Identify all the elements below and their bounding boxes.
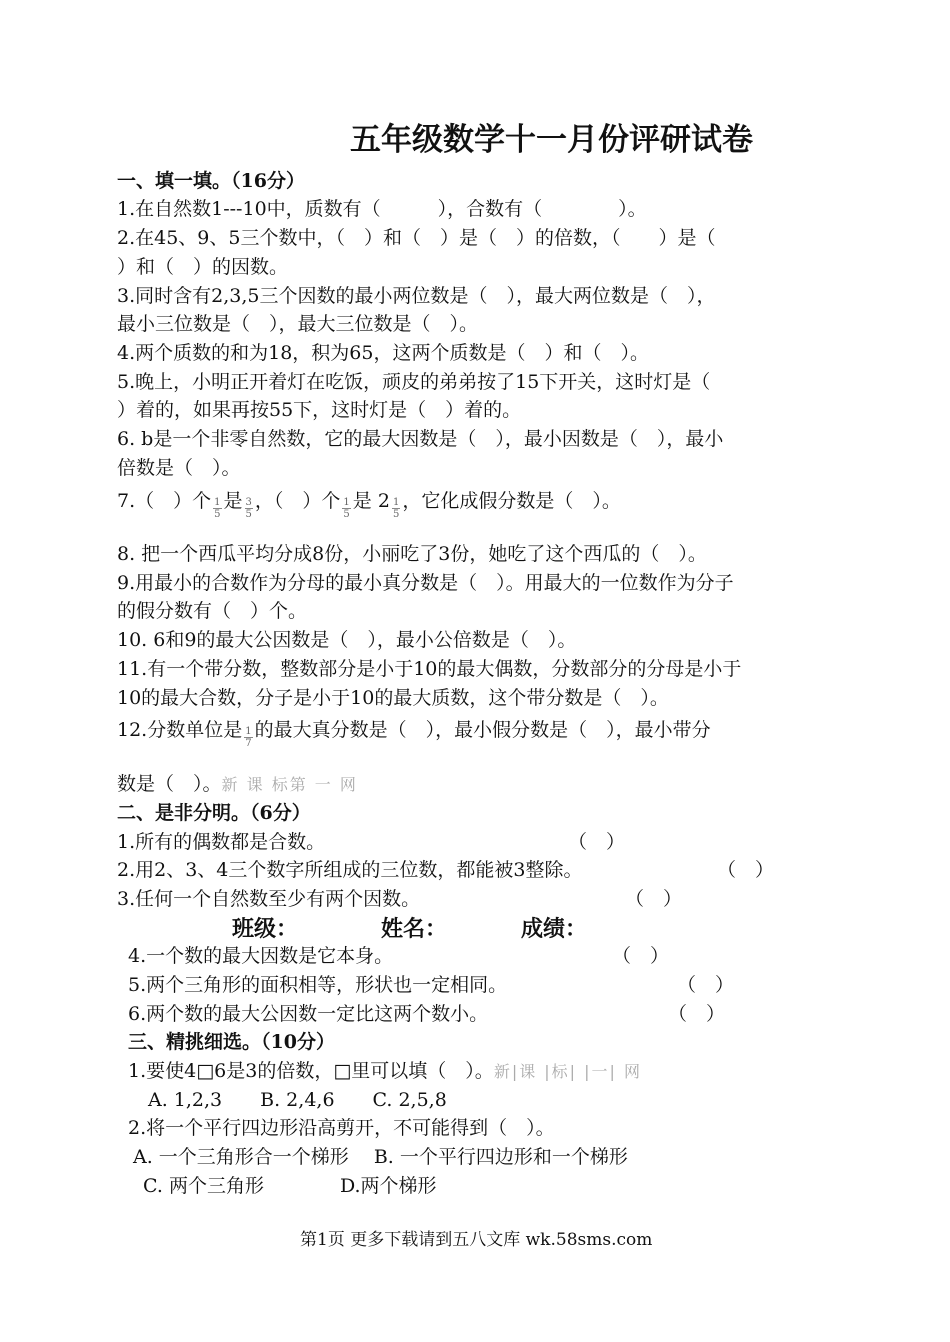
name-label: 姓名： [381, 916, 448, 942]
question-12-line-2: 数是（ ）。新 课 标第 一 网 [117, 773, 358, 795]
tf-item: 4.一个数的最大因数是它本身。 [128, 945, 394, 967]
tf-answer-blank: （ ） [668, 1003, 726, 1025]
score-label: 成绩： [521, 916, 588, 942]
tf-answer-blank: （ ） [625, 888, 683, 910]
tf-answer-blank: （ ） [717, 859, 775, 881]
tf-item: 6.两个数的最大公因数一定比这两个数小。 [128, 1003, 489, 1025]
section-heading-multiple-choice: 三、精挑细选。（10分） [128, 1031, 335, 1053]
question-10: 10. 6和9的最大公因数是（ ），最小公倍数是（ ）。 [117, 629, 577, 651]
fraction-1-5-b: $\frac{1}{5}$ [343, 496, 350, 520]
page-title: 五年级数学十一月份评研试卷 [350, 122, 753, 158]
question-5-line-1: 5.晚上，小明正开着灯在吃饭，顽皮的弟弟按了15下开关，这时灯是（ [117, 371, 711, 393]
question-6-line-2: 倍数是（ ）。 [117, 457, 241, 479]
fraction-3-5: $\frac{3}{5}$ [245, 496, 252, 520]
question-6-line-1: 6. b是一个非零自然数，它的最大因数是（ ），最小因数是（ ），最小 [117, 428, 724, 450]
fraction-1-5: $\frac{1}{5}$ [214, 496, 221, 520]
fraction-1-7: $\frac{1}{7}$ [245, 725, 252, 749]
question-9-line-1: 9.用最小的合数作为分母的最小真分数是（ ）。用最大的一位数作为分子 [117, 572, 734, 594]
page-footer: 第1页 更多下载请到五八文库 wk.58sms.com [300, 1230, 653, 1250]
choice-question-1-options: A. 1,2,3 B. 2,4,6 C. 2,5,8 [148, 1089, 447, 1111]
tf-answer-blank: （ ） [612, 945, 670, 967]
question-5-line-2: ）着的，如果再按55下，这时灯是（ ）着的。 [117, 399, 522, 421]
choice-question-2: 2.将一个平行四边形沿高剪开，不可能得到（ ）。 [128, 1117, 555, 1139]
tf-item: 3.任何一个自然数至少有两个因数。 [117, 888, 421, 910]
question-12: 12.分数单位是 $\frac{1}{7}$ 的最大真分数是（ ），最小假分数是（ ），最小带分 [117, 719, 711, 749]
tf-item: 1.所有的偶数都是合数。 [117, 831, 326, 853]
question-2-line-1: 2.在45、9、5三个数中，（ ）和（ ）是（ ）的倍数，（ ）是（ [117, 227, 716, 249]
choice-question-2-options-b: C. 两个三角形 D.两个梯形 [143, 1175, 437, 1197]
tf-answer-blank: （ ） [568, 831, 626, 853]
question-2-line-2: ）和（ ）的因数。 [117, 256, 289, 278]
question-11-line-2: 10的最大合数，分子是小于10的最大质数，这个带分数是（ ）。 [117, 687, 669, 709]
question-1: 1.在自然数1---10中，质数有（ ），合数有（ ）。 [117, 198, 647, 220]
choice-question-2-options-a: A. 一个三角形合一个梯形 B. 一个平行四边形和一个梯形 [133, 1146, 628, 1168]
question-7-text: 7.（ ）个 [117, 490, 212, 512]
question-11-line-1: 11.有一个带分数，整数部分是小于10的最大偶数，分数部分的分母是小于 [117, 658, 742, 680]
tf-item: 5.两个三角形的面积相等，形状也一定相同。 [128, 974, 508, 996]
watermark: 新 课 标第 一 网 [221, 775, 358, 794]
section-heading-fill-in: 一、填一填。（16分） [117, 170, 305, 192]
choice-question-1: 1.要使4□6是3的倍数，□里可以填（ ）。新|课 |标| |一| 网 [128, 1060, 643, 1082]
question-3-line-1: 3.同时含有2,3,5三个因数的最小两位数是（ ），最大两位数是（ ）， [117, 285, 716, 307]
question-9-line-2: 的假分数有（ ）个。 [117, 600, 308, 622]
class-label: 班级： [232, 916, 299, 942]
tf-answer-blank: （ ） [677, 974, 735, 996]
question-3-line-2: 最小三位数是（ ），最大三位数是（ ）。 [117, 313, 479, 335]
question-7: 7.（ ）个 $\frac{1}{5}$ 是 $\frac{3}{5}$ ，（ ）个 $\frac{1}{5}$ 是 2 $\frac{1}{5}$ ，它化成假分数是（ ）。 [117, 490, 621, 520]
section-heading-true-false: 二、是非分明。（6分） [117, 802, 311, 824]
question-8: 8. 把一个西瓜平均分成8份，小丽吃了3份，她吃了这个西瓜的（ ）。 [117, 543, 707, 565]
watermark: 新|课 |标| |一| 网 [493, 1062, 643, 1081]
question-4: 4.两个质数的和为18，积为65，这两个质数是（ ）和（ ）。 [117, 342, 649, 364]
tf-item: 2.用2、3、4三个数字所组成的三位数，都能被3整除。 [117, 859, 583, 881]
fraction-1-5-c: $\frac{1}{5}$ [392, 496, 400, 520]
